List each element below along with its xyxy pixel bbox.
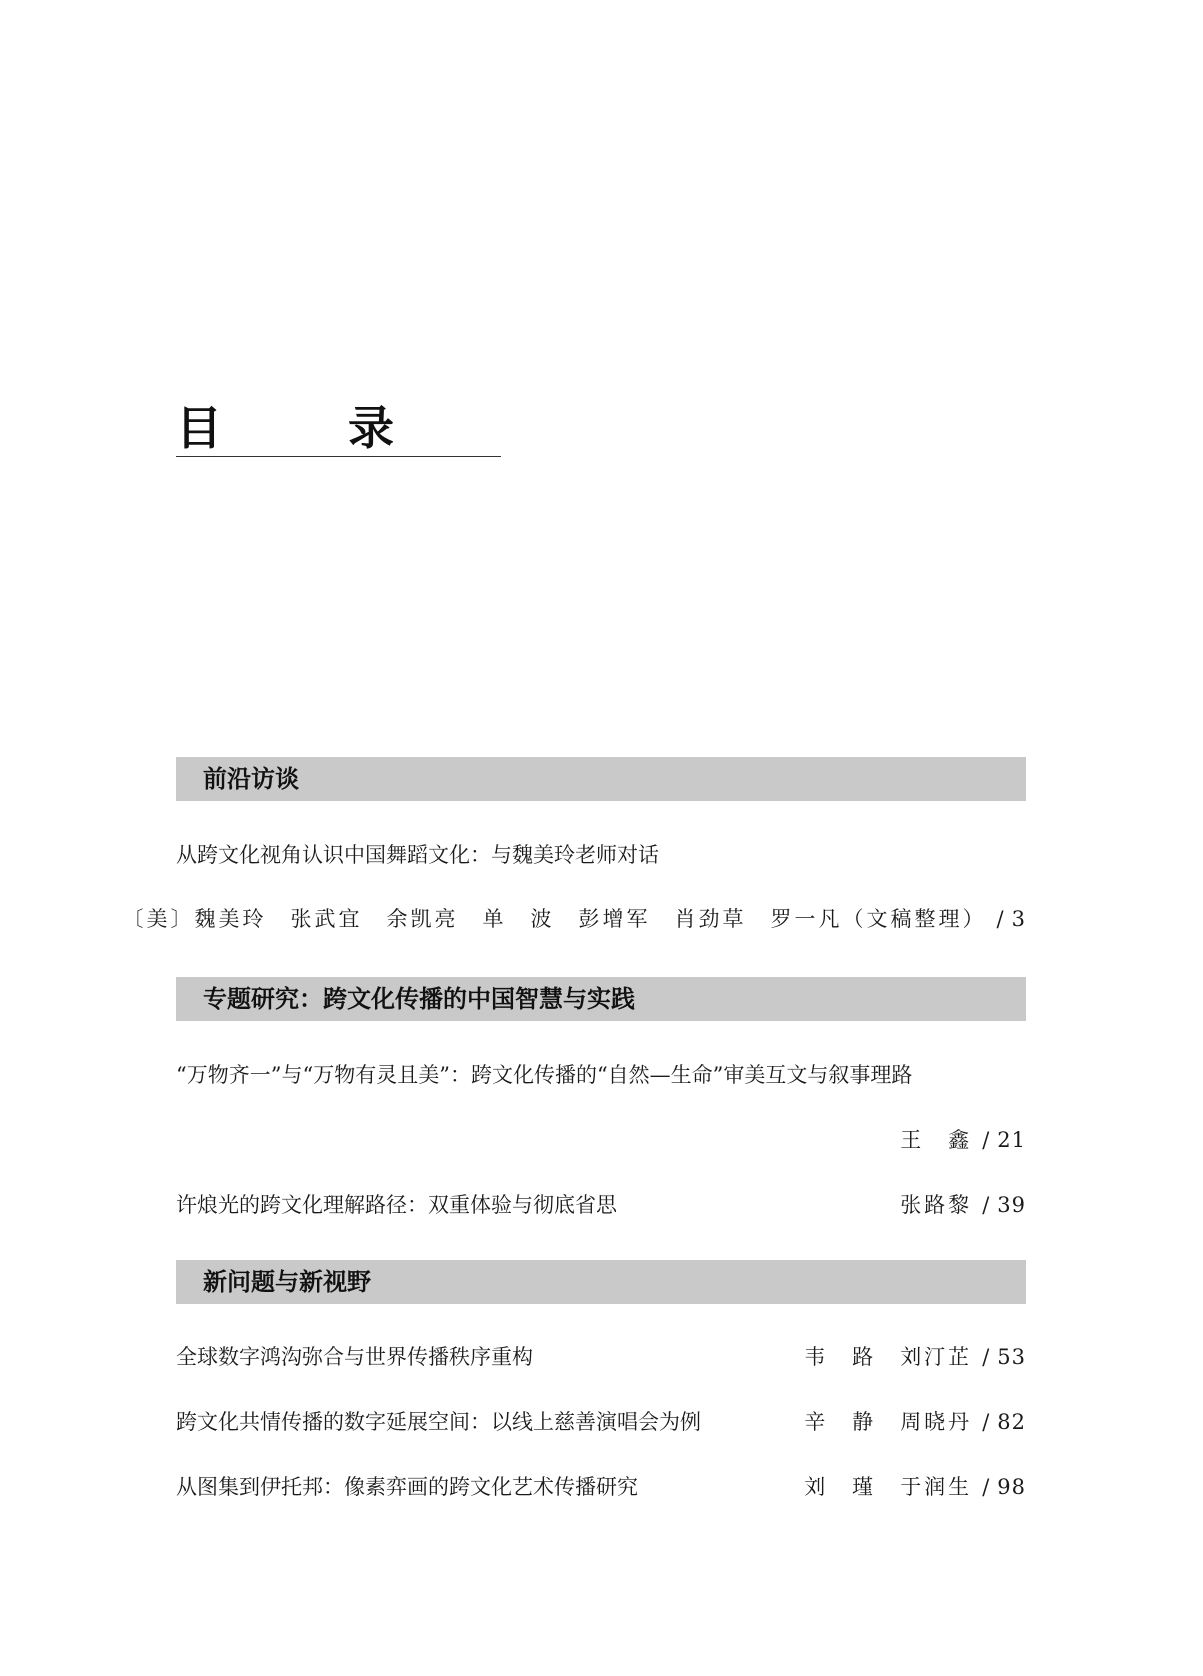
author: 刘 瑾 <box>804 1475 877 1499</box>
page-number: 3 <box>1011 907 1026 931</box>
page-separator: / <box>996 907 1004 931</box>
page-number: 21 <box>997 1128 1026 1152</box>
entry-title[interactable]: “万物齐一”与“万物有灵且美”：跨文化传播的“自然—生命”审美互文与叙事理路 <box>176 1063 913 1087</box>
author: 肖劲草 <box>674 907 747 931</box>
section-header-frontier-interviews <box>176 757 1026 801</box>
toc-entry-authors-row <box>122 902 1026 936</box>
entry-authors <box>804 1340 1026 1374</box>
page-number: 82 <box>997 1410 1026 1434</box>
author: 王 鑫 <box>900 1128 973 1152</box>
entry-authors <box>804 1470 1026 1504</box>
page-separator: / <box>982 1193 990 1217</box>
page-separator: / <box>982 1345 990 1369</box>
page-title: 目 录 <box>176 401 434 455</box>
author: 余凯亮 <box>386 907 459 931</box>
author: 彭增军 <box>578 907 651 931</box>
toc-entry-title-row[interactable] <box>176 838 1026 872</box>
author: 单 波 <box>482 907 555 931</box>
toc-entry-authors-row <box>176 1123 1026 1157</box>
entry-title[interactable]: 从跨文化视角认识中国舞蹈文化：与魏美玲老师对话 <box>176 843 659 867</box>
entry-title[interactable]: 许烺光的跨文化理解路径：双重体验与彻底省思 <box>176 1193 617 1217</box>
section-title: 专题研究：跨文化传播的中国智慧与实践 <box>203 985 635 1013</box>
entry-authors <box>804 1405 1026 1439</box>
toc-entry-row[interactable] <box>176 1470 1026 1504</box>
entry-authors <box>123 902 1026 936</box>
author: 罗一凡（文稿整理） <box>770 907 987 931</box>
section-title: 前沿访谈 <box>203 765 299 793</box>
entry-title[interactable]: 全球数字鸿沟弥合与世界传播秩序重构 <box>176 1345 533 1369</box>
author: 辛 静 <box>804 1410 877 1434</box>
toc-entry-title-row[interactable] <box>176 1058 1026 1092</box>
author: 刘汀芷 <box>900 1345 973 1369</box>
entry-authors <box>900 1123 1026 1157</box>
author: 韦 路 <box>804 1345 877 1369</box>
page-number: 53 <box>997 1345 1026 1369</box>
entry-authors <box>900 1188 1026 1222</box>
page-number: 98 <box>997 1475 1026 1499</box>
section-header-special-research <box>176 977 1026 1021</box>
section-title: 新问题与新视野 <box>203 1268 371 1296</box>
entry-title[interactable]: 跨文化共情传播的数字延展空间：以线上慈善演唱会为例 <box>176 1410 701 1434</box>
author: 张路黎 <box>900 1193 973 1217</box>
author: 〔美〕魏美玲 <box>122 907 267 931</box>
toc-entry-row[interactable] <box>176 1188 1026 1222</box>
author: 周晓丹 <box>900 1410 973 1434</box>
author: 于润生 <box>900 1475 973 1499</box>
section-header-new-issues <box>176 1260 1026 1304</box>
toc-entry-row[interactable] <box>176 1405 1026 1439</box>
page-separator: / <box>982 1410 990 1434</box>
title-underline <box>176 456 501 457</box>
entry-title[interactable]: 从图集到伊托邦：像素弈画的跨文化艺术传播研究 <box>176 1475 638 1499</box>
page-number: 39 <box>997 1193 1026 1217</box>
toc-entry-row[interactable] <box>176 1340 1026 1374</box>
page-separator: / <box>982 1475 990 1499</box>
page-separator: / <box>982 1128 990 1152</box>
author: 张武宜 <box>290 907 363 931</box>
